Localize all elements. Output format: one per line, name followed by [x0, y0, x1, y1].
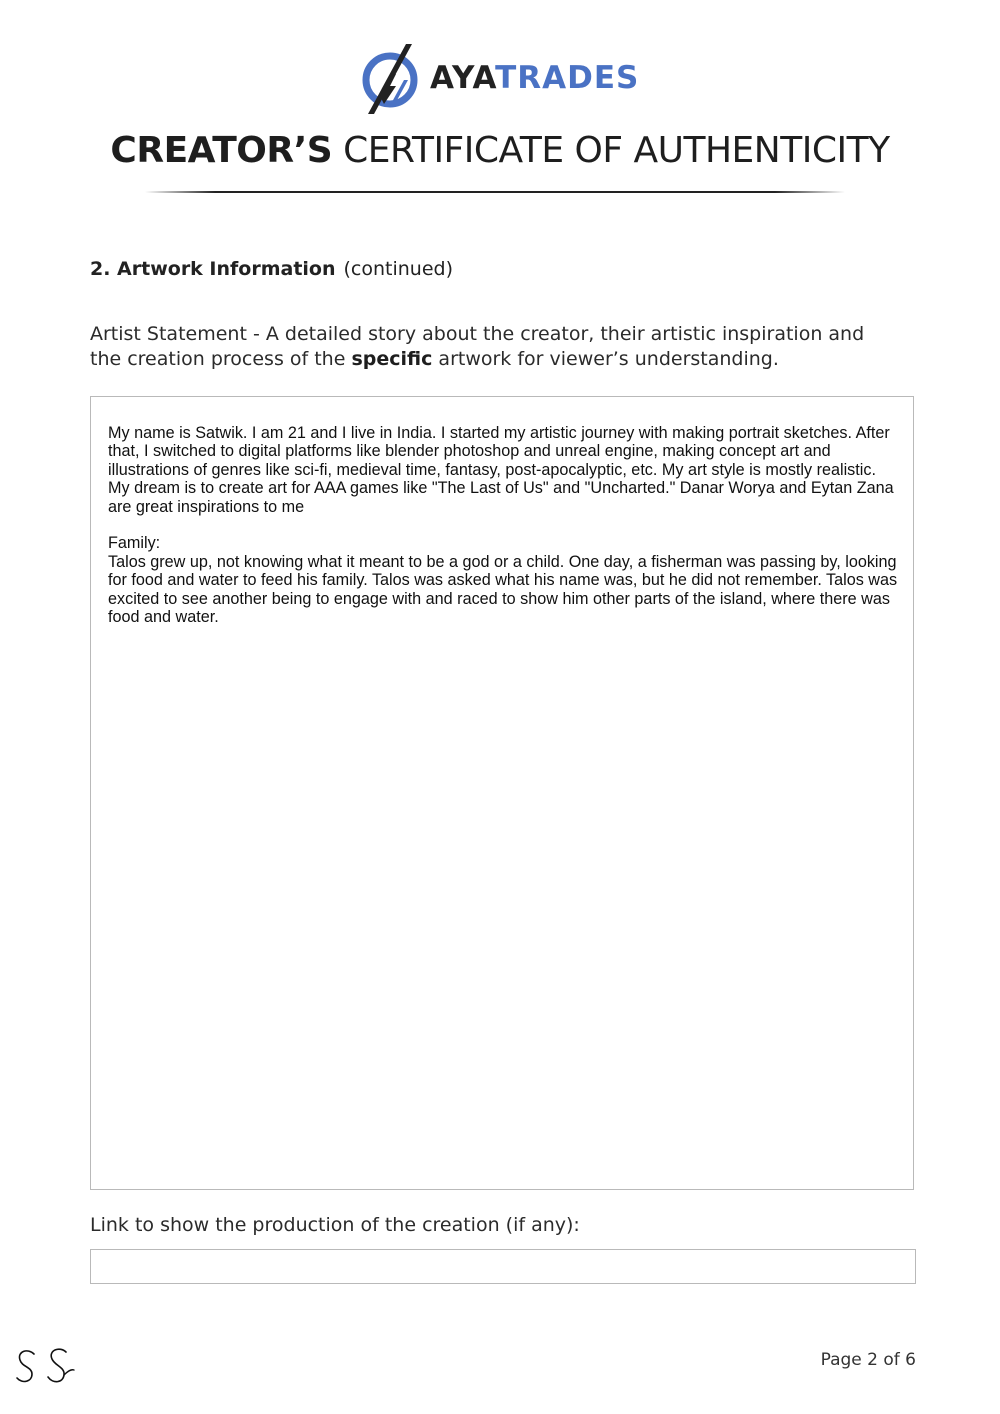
logo-wordmark-trades: TRADES — [495, 59, 640, 96]
title-divider — [145, 191, 845, 193]
ayatrades-logo — [362, 40, 652, 116]
production-link-field[interactable] — [90, 1249, 916, 1284]
artist-statement-prompt — [90, 322, 890, 372]
artist-statement-field[interactable] — [90, 396, 914, 1190]
section-title: 2. Artwork Information — [90, 258, 336, 280]
statement-paragraph-1: My name is Satwik. I am 21 and I live in India. I started my artistic journey with making portrait sketches. After that, I switched to digital platforms like blender photoshop and unreal engine, making concept art and illustrations of genres like sci-fi, medieval time, fantasy, post-apocalyptic, etc. My art style is mostly realistic. My dream is to create art for AAA games like "The Last of Us" and "Uncharted." Danar Worya and Eytan Zana are great inspirations to me — [108, 424, 894, 516]
page-number: Page 2 of 6 — [820, 1350, 916, 1370]
section-continued: (continued) — [343, 258, 454, 280]
prompt-bold: specific — [351, 348, 433, 370]
title-bold: CREATOR’S — [110, 130, 333, 171]
production-link-label: Link to show the production of the creation (if any): — [90, 1214, 580, 1236]
prompt-text-1: Artist Statement - A detailed story about the creator, their artistic inspiration and the creation process of the — [90, 323, 865, 370]
artist-statement-text — [108, 424, 898, 626]
statement-family-text: Talos grew up, not knowing what it meant to be a god or a child. One day, a fisherman was passing by, looking for food and water to feed his family. Talos was asked what his name was, but he did not remember. Talos was excited to see another being to engage with and raced to show him other parts of the island, where there was food and water. — [108, 552, 898, 627]
signature-image — [14, 1346, 78, 1386]
ayatrades-logo-icon — [362, 40, 420, 116]
logo-wordmark — [430, 59, 640, 96]
prompt-text-2: artwork for viewer’s understanding. — [432, 348, 779, 370]
title-light: CERTIFICATE OF AUTHENTICITY — [343, 130, 890, 171]
certificate-title — [0, 130, 1000, 171]
logo-wordmark-aya: AYA — [430, 59, 496, 96]
statement-paragraph-2 — [108, 534, 898, 626]
statement-family-title: Family: — [108, 534, 161, 553]
section-heading — [90, 258, 453, 280]
